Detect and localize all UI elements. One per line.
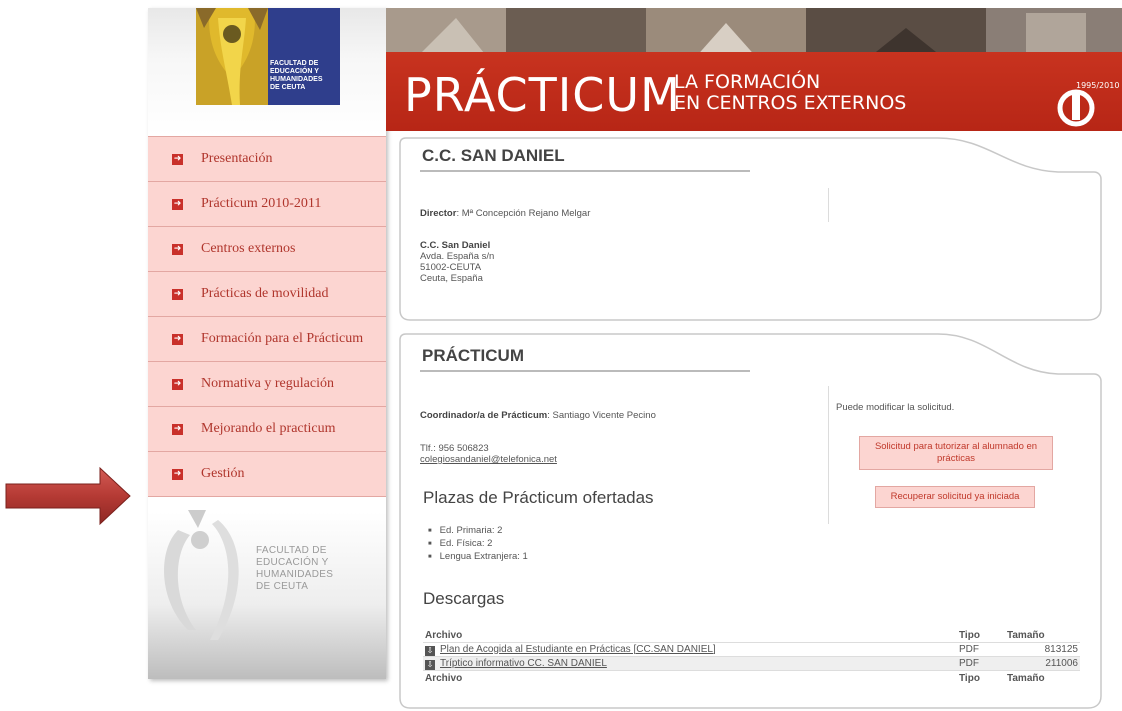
panel-divider <box>828 188 829 222</box>
coordinator-line <box>420 410 656 421</box>
arrow-right-icon: ➜ <box>173 288 182 299</box>
sidebar-item-label: Mejorando el practicum <box>201 421 336 436</box>
sidebar-item-label: Prácticum 2010-2011 <box>201 196 322 211</box>
arrow-right-icon: ➜ <box>173 378 182 389</box>
anniversary-years: 1995/2010 <box>1076 81 1120 90</box>
download-icon[interactable]: ⇩ <box>426 659 434 669</box>
file-link[interactable]: Tríptico informativo CC. SAN DANIEL <box>440 657 607 669</box>
arrow-right-icon: ➜ <box>173 198 182 209</box>
arrow-right-icon: ➜ <box>173 333 182 344</box>
file-cell <box>423 643 957 657</box>
sidebar-item-practicum-2010-2011[interactable] <box>148 181 386 226</box>
annotation-arrow-icon <box>4 466 132 526</box>
sidebar-item-presentacion[interactable] <box>148 136 386 181</box>
sidebar-item-gestion[interactable] <box>148 451 386 497</box>
size-cell: 813125 <box>1005 643 1080 657</box>
banner-title: PRÁCTICUM <box>404 68 681 122</box>
file-link[interactable]: Plan de Acogida al Estudiante en Prácticas [CC.SAN DANIEL] <box>440 643 716 655</box>
address-line: Avda. España s/n <box>420 251 495 262</box>
table-row <box>423 643 1080 657</box>
column-header-file: Archivo <box>425 629 463 641</box>
email-link[interactable]: colegiosandaniel@telefonica.net <box>420 454 557 465</box>
downloads-table <box>423 628 1080 685</box>
arrow-right-icon: ➜ <box>173 423 182 434</box>
practicum-panel <box>398 332 1102 710</box>
logo-text-line: DE CEUTA <box>270 84 306 91</box>
type-cell: PDF <box>957 657 1005 671</box>
plazas-heading: Plazas de Prácticum ofertadas <box>423 488 654 507</box>
center-info-panel <box>398 128 1102 324</box>
practicum-title: PRÁCTICUM <box>422 346 524 365</box>
practicum-title-underline <box>420 370 750 372</box>
sidebar-item-mejorando[interactable] <box>148 406 386 451</box>
sidebar-footer-text <box>256 545 366 593</box>
arrow-right-icon: ➜ <box>173 468 182 479</box>
size-cell: 211006 <box>1005 657 1080 671</box>
center-address <box>420 240 494 284</box>
panel-divider <box>828 386 829 524</box>
column-footer-type: Tipo <box>957 671 1005 686</box>
sidebar-item-centros-externos[interactable] <box>148 226 386 271</box>
coordinator-label: Coordinador/a de Prácticum <box>420 410 548 421</box>
phone-text: Tlf.: 956 506823 <box>420 443 489 454</box>
list-item: ■ Ed. Física: 2 <box>428 538 528 551</box>
sidebar-item-practicas-movilidad[interactable] <box>148 271 386 316</box>
list-item: ■ Ed. Primaria: 2 <box>428 525 528 538</box>
contact-info <box>420 443 557 465</box>
logo-text-line: FACULTAD DE <box>270 60 319 67</box>
sidebar-item-label: Centros externos <box>201 241 296 256</box>
address-line: Ceuta, España <box>420 273 483 284</box>
column-footer-size: Tamaño <box>1005 671 1080 686</box>
coordinator-value: : Santiago Vicente Pecino <box>547 410 656 421</box>
list-item: ■ Lengua Extranjera: 1 <box>428 551 528 564</box>
column-header-size: Tamaño <box>1007 629 1045 641</box>
faculty-logo[interactable] <box>196 8 340 105</box>
banner-subtitle-line1: LA FORMACIÓN <box>674 71 821 93</box>
logo-text-line: EDUCACIÓN Y <box>270 68 319 75</box>
request-button-label-line2: prácticas <box>936 453 975 464</box>
sidebar-item-formacion[interactable] <box>148 316 386 361</box>
faculty-logo-text <box>270 60 338 92</box>
footer-text-line: EDUCACIÓN Y <box>256 557 329 568</box>
director-value: : Mª Concepción Rejano Melgar <box>456 208 591 219</box>
downloads-heading: Descargas <box>423 589 505 608</box>
footer-text-line: HUMANIDADES <box>256 569 334 580</box>
faculty-logo-figure-icon <box>196 8 268 105</box>
banner-subtitle-line2: EN CENTROS EXTERNOS <box>674 92 907 114</box>
director-line <box>420 208 590 219</box>
sidebar-item-label: Prácticas de movilidad <box>201 286 329 301</box>
request-tutoring-button[interactable] <box>859 436 1053 470</box>
file-cell <box>423 657 957 671</box>
logo-text-line: HUMANIDADES <box>270 76 323 83</box>
download-icon[interactable]: ⇩ <box>426 645 434 655</box>
plazas-list <box>428 525 528 564</box>
center-title: C.C. SAN DANIEL <box>422 146 565 165</box>
banner-subtitle <box>674 72 906 114</box>
anniversary-emblem <box>1050 80 1120 128</box>
arrow-right-icon: ➜ <box>173 243 182 254</box>
footer-text-line: DE CEUTA <box>256 581 309 592</box>
table-row <box>423 657 1080 671</box>
center-name: C.C. San Daniel <box>420 240 491 251</box>
modify-note: Puede modificar la solicitud. <box>836 402 955 413</box>
column-footer-file: Archivo <box>423 671 957 686</box>
sidebar-item-label: Normativa y regulación <box>201 376 334 391</box>
type-cell: PDF <box>957 643 1005 657</box>
request-button-label-line1: Solicitud para tutorizar al alumnado en <box>874 441 1038 452</box>
recover-request-button[interactable]: Recuperar solicitud ya iniciada <box>875 486 1035 508</box>
director-label: Director <box>420 208 457 219</box>
sidebar-item-label: Formación para el Prácticum <box>201 331 364 346</box>
faculty-watermark-figure-icon <box>148 510 268 650</box>
sidebar-item-label: Gestión <box>201 466 245 481</box>
sidebar-nav <box>148 136 386 497</box>
table-footer-row <box>423 671 1080 686</box>
arrow-right-icon: ➜ <box>173 153 182 164</box>
center-title-underline <box>420 170 750 172</box>
sidebar-item-normativa[interactable] <box>148 361 386 406</box>
header-banner <box>386 8 1122 131</box>
table-header-row <box>423 628 1080 643</box>
column-header-type: Tipo <box>959 629 980 641</box>
sidebar-item-label: Presentación <box>201 151 273 166</box>
address-line: 51002-CEUTA <box>420 262 482 273</box>
footer-text-line: FACULTAD DE <box>256 545 327 556</box>
